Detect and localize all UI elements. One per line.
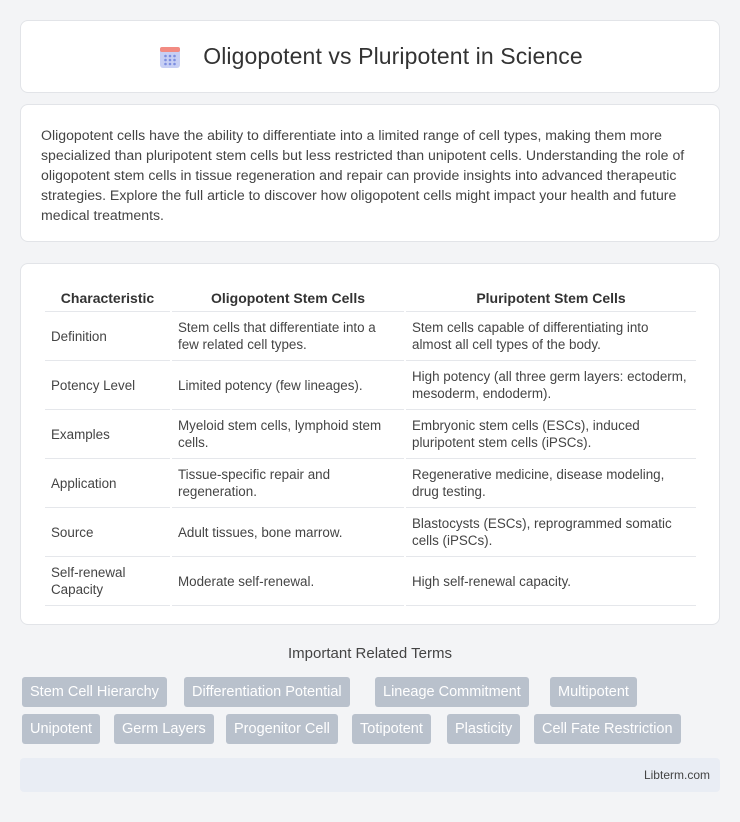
table-cell: Self-renewal Capacity: [45, 557, 170, 606]
table-cell: Adult tissues, bone marrow.: [172, 508, 404, 557]
table-row: [45, 508, 696, 557]
tag-lineage-commitment[interactable]: Lineage Commitment: [375, 677, 529, 707]
footer-site-link[interactable]: Libterm.com: [643, 768, 710, 782]
intro-text: Oligopotent cells have the ability to differentiate into a limited range of cell types, making them more specialized than pluripotent stem cells but less restricted than unipotent cells. Understanding the role of oligopotent stem cells in tissue regeneration and repair can provide insights into advanced therapeutic strategies. Explore the full article to discover how oligopotent cells might impact your health and future medical treatments.: [41, 127, 685, 223]
table-cell: Regenerative medicine, disease modeling, drug testing.: [406, 459, 696, 508]
table-cell: Source: [45, 508, 170, 557]
table-cell: Blastocysts (ESCs), reprogrammed somatic cells (iPSCs).: [406, 508, 696, 557]
column-header-characteristic: Characteristic: [45, 284, 170, 312]
table-cell: Application: [45, 459, 170, 508]
table-cell: Tissue-specific repair and regeneration.: [172, 459, 404, 508]
tag-progenitor-cell[interactable]: Progenitor Cell: [226, 714, 338, 744]
column-header-pluripotent: Pluripotent Stem Cells: [406, 284, 696, 312]
comparison-table: [43, 284, 698, 606]
document-grid-icon: [157, 44, 183, 70]
comparison-table-card: [20, 263, 720, 625]
table-cell: Stem cells capable of differentiating into almost all cell types of the body.: [406, 312, 696, 361]
tag-multipotent[interactable]: Multipotent: [550, 677, 637, 707]
table-cell: Embryonic stem cells (ESCs), induced pluripotent stem cells (iPSCs).: [406, 410, 696, 459]
table-row: [45, 312, 696, 361]
tag-differentiation-potential[interactable]: Differentiation Potential: [184, 677, 350, 707]
table-row: [45, 361, 696, 410]
column-header-oligopotent: Oligopotent Stem Cells: [172, 284, 404, 312]
tag-totipotent[interactable]: Totipotent: [352, 714, 431, 744]
header-card: [20, 20, 720, 93]
footer: [20, 758, 720, 792]
related-terms-title: Important Related Terms: [288, 645, 452, 662]
table-cell: Myeloid stem cells, lymphoid stem cells.: [172, 410, 404, 459]
table-row: [45, 410, 696, 459]
table-cell: Moderate self-renewal.: [172, 557, 404, 606]
table-header-row: [45, 284, 696, 312]
tag-unipotent[interactable]: Unipotent: [22, 714, 100, 744]
tag-stem-cell-hierarchy[interactable]: Stem Cell Hierarchy: [22, 677, 167, 707]
table-cell: High potency (all three germ layers: ectoderm, mesoderm, endoderm).: [406, 361, 696, 410]
page-title: Oligopotent vs Pluripotent in Science: [203, 43, 583, 69]
table-cell: High self-renewal capacity.: [406, 557, 696, 606]
title-wrap: [157, 43, 583, 70]
table-cell: Stem cells that differentiate into a few related cell types.: [172, 312, 404, 361]
table-cell: Examples: [45, 410, 170, 459]
table-row: [45, 459, 696, 508]
table-cell: Potency Level: [45, 361, 170, 410]
table-cell: Limited potency (few lineages).: [172, 361, 404, 410]
table-row: [45, 557, 696, 606]
table-cell: Definition: [45, 312, 170, 361]
tag-cell-fate-restriction[interactable]: Cell Fate Restriction: [534, 714, 681, 744]
tag-plasticity[interactable]: Plasticity: [447, 714, 520, 744]
tag-germ-layers[interactable]: Germ Layers: [114, 714, 214, 744]
intro-card: [20, 104, 720, 242]
